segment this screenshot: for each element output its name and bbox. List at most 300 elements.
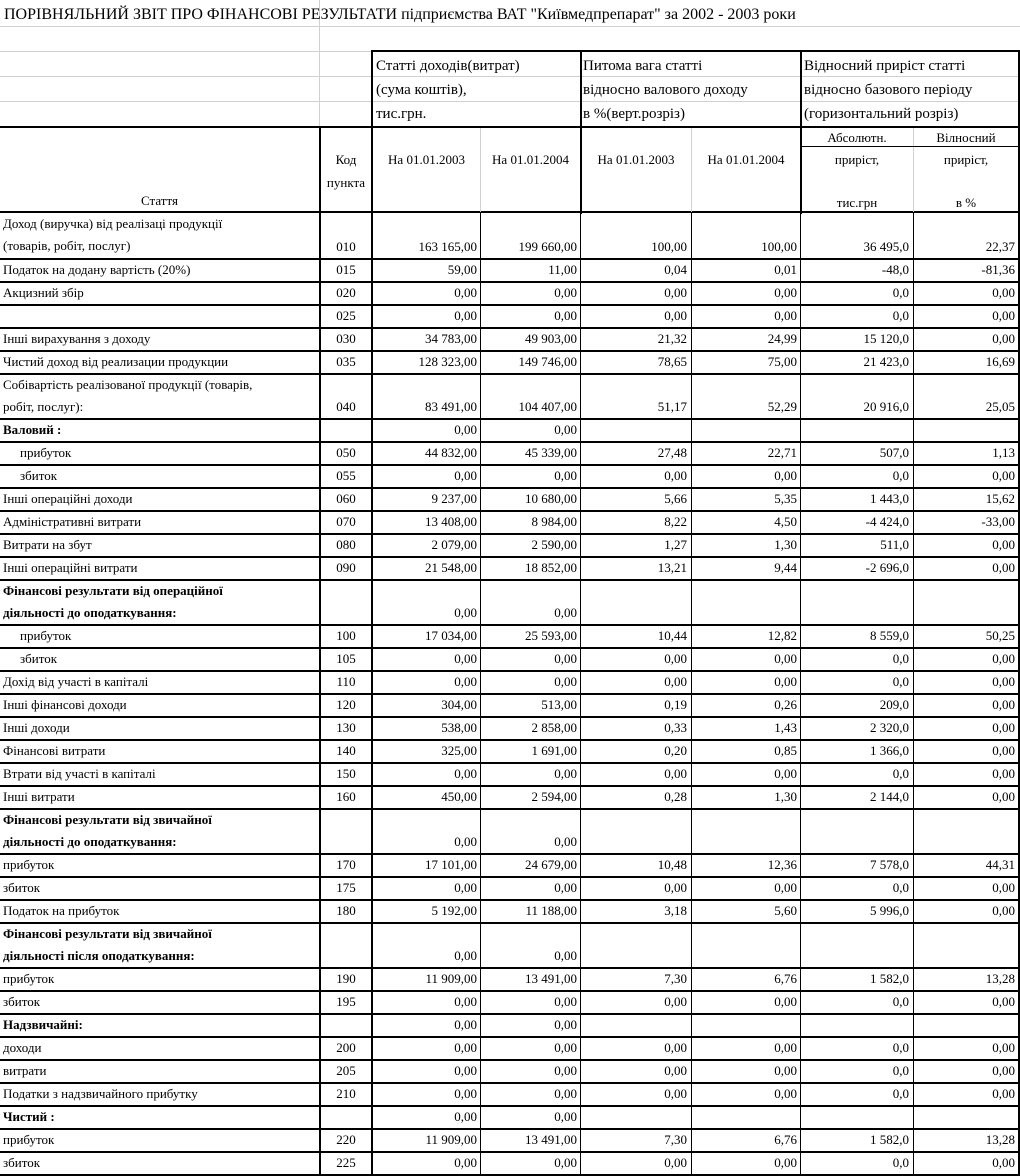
group-header-line: відносно базового періоду (804, 82, 973, 98)
column-header-growth: Вілносний (936, 130, 996, 145)
gridline (0, 26, 1020, 27)
row-code: 035 (336, 354, 356, 369)
cell-abs-growth: 0,0 (892, 1086, 909, 1101)
cell-sum-2003: 0,00 (454, 651, 477, 666)
cell-abs-growth: -48,0 (881, 262, 909, 277)
cell-abs-growth: 0,0 (892, 1040, 909, 1055)
cell-sum-2004: 0,00 (554, 285, 577, 300)
cell-abs-growth: 507,0 (879, 445, 909, 460)
column-border (319, 213, 321, 1175)
cell-sum-2003: 0,00 (454, 1063, 477, 1078)
cell-abs-growth: 0,0 (892, 674, 909, 689)
column-border (480, 213, 481, 1175)
column-header-code: пункта (326, 175, 366, 190)
group-header-line: (горизонтальний розріз) (804, 106, 959, 122)
cell-share-2004: 52,29 (767, 399, 797, 414)
group-header-line: Відносний приріст статті (804, 58, 966, 74)
cell-sum-2003: 450,00 (441, 789, 477, 804)
cell-share-2004: 0,85 (774, 743, 797, 758)
cell-share-2003: 10,48 (657, 857, 687, 872)
cell-abs-growth: 36 495,0 (863, 239, 909, 254)
cell-rel-growth: 0,00 (992, 651, 1015, 666)
cell-abs-growth: 0,0 (892, 1063, 909, 1078)
cell-rel-growth: 0,00 (992, 308, 1015, 323)
row-label: Витрати на збут (3, 537, 92, 552)
cell-share-2003: 7,30 (664, 1132, 687, 1147)
row-code (321, 419, 371, 441)
row-code (321, 602, 371, 624)
cell-share-2004: 0,00 (774, 468, 797, 483)
cell-sum-2003: 21 548,00 (425, 560, 477, 575)
cell-share-2004: 0,26 (774, 697, 797, 712)
cell-share-2003: 0,00 (664, 1086, 687, 1101)
cell-sum-2004: 18 852,00 (525, 560, 577, 575)
cell-share-2003: 0,00 (664, 1063, 687, 1078)
group-header-line: Статті доходів(витрат) (376, 58, 520, 74)
column-header-growth: приріст, (943, 152, 989, 167)
cell-rel-growth: -33,00 (981, 514, 1015, 529)
cell-sum-2004: 24 679,00 (525, 857, 577, 872)
cell-abs-growth: 2 320,0 (870, 720, 909, 735)
row-code: 205 (336, 1063, 356, 1078)
row-code: 010 (336, 239, 356, 254)
cell-share-2004: 0,00 (774, 766, 797, 781)
cell-sum-2003: 11 909,00 (425, 971, 477, 986)
cell-share-2003 (582, 945, 690, 967)
row-label: збиток (3, 880, 41, 895)
row-label: (товарів, робіт, послуг) (3, 238, 131, 253)
cell-sum-2004: 0,00 (554, 1155, 577, 1170)
cell-sum-2004: 2 858,00 (531, 720, 577, 735)
cell-share-2004 (692, 1014, 800, 1036)
row-code: 195 (336, 994, 356, 1009)
cell-sum-2003: 0,00 (454, 1040, 477, 1055)
cell-sum-2004: 0,00 (554, 1109, 577, 1124)
gridline (913, 128, 914, 212)
row-label (0, 305, 318, 327)
column-header-date: На 01.01.2004 (707, 152, 785, 167)
cell-share-2003: 51,17 (657, 399, 687, 414)
cell-sum-2004: 149 746,00 (518, 354, 577, 369)
cell-abs-growth: 1 443,0 (870, 491, 909, 506)
cell-rel-growth: 13,28 (985, 971, 1015, 986)
cell-share-2003: 8,22 (664, 514, 687, 529)
cell-rel-growth: 0,00 (992, 1063, 1015, 1078)
cell-rel-growth (914, 945, 1018, 967)
row-label: діяльності до оподаткування: (3, 834, 177, 849)
cell-sum-2003: 9 237,00 (431, 491, 477, 506)
cell-sum-2004: 2 594,00 (531, 789, 577, 804)
cell-rel-growth: 50,25 (985, 628, 1015, 643)
cell-rel-growth (914, 1014, 1018, 1036)
cell-sum-2003: 0,00 (454, 834, 477, 849)
row-label: Інші фінансові доходи (3, 697, 127, 712)
cell-sum-2004: 513,00 (541, 697, 577, 712)
row-label: Втрати від участі в капіталі (3, 766, 156, 781)
cell-abs-growth: 20 916,0 (863, 399, 909, 414)
cell-rel-growth (914, 602, 1018, 624)
cell-rel-growth: 44,31 (985, 857, 1015, 872)
row-code: 040 (336, 399, 356, 414)
cell-share-2004: 1,43 (774, 720, 797, 735)
row-label: Фінансові результати від звичайної (3, 926, 212, 941)
row-label: діяльності після оподаткування: (3, 948, 195, 963)
row-label: Дохід від участі в капіталі (3, 674, 149, 689)
row-label: Інші вирахування з доходу (3, 331, 151, 346)
cell-rel-growth: 0,00 (992, 880, 1015, 895)
cell-share-2004: 75,00 (767, 354, 797, 369)
cell-share-2003: 5,66 (664, 491, 687, 506)
row-code: 070 (336, 514, 356, 529)
cell-share-2003: 21,32 (657, 331, 687, 346)
cell-rel-growth: 0,00 (992, 1155, 1015, 1170)
cell-sum-2004: 0,00 (554, 1017, 577, 1032)
cell-share-2004: 0,01 (774, 262, 797, 277)
page-title: ПОРІВНЯЛЬНИЙ ЗВІТ ПРО ФІНАНСОВІ РЕЗУЛЬТАТИ підприємства ВАТ "Київмедпрепарат" за 2002 - 2003 роки (4, 6, 796, 23)
cell-rel-growth: 0,00 (992, 994, 1015, 1009)
cell-sum-2003: 2 079,00 (431, 537, 477, 552)
group-header-line: (сума коштів), (376, 82, 467, 98)
cell-rel-growth: 0,00 (992, 1040, 1015, 1055)
cell-rel-growth: 0,00 (992, 537, 1015, 552)
cell-abs-growth: 21 423,0 (863, 354, 909, 369)
row-label: Адміністративні витрати (3, 514, 142, 529)
cell-share-2003: 0,19 (664, 697, 687, 712)
column-header-date: На 01.01.2004 (492, 152, 569, 167)
column-border (913, 213, 914, 1175)
cell-share-2004 (692, 945, 800, 967)
cell-share-2003: 0,28 (664, 789, 687, 804)
row-code: 055 (336, 468, 356, 483)
cell-rel-growth: 0,00 (992, 697, 1015, 712)
row-label: прибуток (3, 1132, 55, 1147)
cell-sum-2003: 0,00 (454, 994, 477, 1009)
row-code: 090 (336, 560, 356, 575)
cell-sum-2004: 0,00 (554, 468, 577, 483)
cell-share-2003: 78,65 (657, 354, 687, 369)
header-border (371, 50, 1020, 52)
cell-sum-2003: 13 408,00 (425, 514, 477, 529)
column-header-date: На 01.01.2003 (597, 152, 675, 167)
cell-sum-2004: 49 903,00 (525, 331, 577, 346)
row-code (321, 831, 371, 853)
cell-rel-growth: 16,69 (985, 354, 1015, 369)
cell-sum-2004: 0,00 (554, 308, 577, 323)
cell-sum-2004: 0,00 (554, 994, 577, 1009)
cell-abs-growth (802, 1014, 912, 1036)
row-code: 175 (336, 880, 356, 895)
column-header-growth: Абсолютн. (827, 130, 887, 145)
cell-abs-growth (802, 419, 912, 441)
cell-share-2003 (582, 602, 690, 624)
cell-share-2003 (582, 419, 690, 441)
cell-rel-growth: 15,62 (985, 491, 1015, 506)
cell-sum-2003: 0,00 (454, 468, 477, 483)
cell-share-2003: 0,00 (664, 766, 687, 781)
cell-rel-growth (914, 1106, 1018, 1128)
row-code: 130 (336, 720, 356, 735)
cell-share-2004: 0,00 (774, 308, 797, 323)
cell-share-2004 (692, 1106, 800, 1128)
cell-abs-growth: 0,0 (892, 994, 909, 1009)
cell-sum-2004: 0,00 (554, 1086, 577, 1101)
group-header-line: в %(верт.розріз) (583, 106, 685, 122)
cell-share-2003: 13,21 (657, 560, 687, 575)
cell-share-2003: 0,00 (664, 285, 687, 300)
cell-abs-growth: 0,0 (892, 1155, 909, 1170)
cell-sum-2003: 128 323,00 (418, 354, 477, 369)
cell-share-2003: 0,00 (664, 674, 687, 689)
cell-share-2004: 1,30 (774, 537, 797, 552)
cell-abs-growth: 0,0 (892, 285, 909, 300)
cell-share-2004: 22,71 (767, 445, 797, 460)
cell-sum-2003: 17 101,00 (425, 857, 477, 872)
row-label: діяльності до оподаткування: (3, 605, 177, 620)
cell-rel-growth: 0,00 (992, 1086, 1015, 1101)
cell-share-2004: 0,00 (774, 651, 797, 666)
cell-share-2003: 0,20 (664, 743, 687, 758)
row-label: прибуток (20, 445, 72, 460)
cell-share-2004: 9,44 (774, 560, 797, 575)
row-code: 030 (336, 331, 356, 346)
row-label: Чистий : (3, 1109, 55, 1124)
cell-sum-2003: 83 491,00 (425, 399, 477, 414)
row-code: 170 (336, 857, 356, 872)
cell-share-2003 (582, 831, 690, 853)
row-label: Акцизний збір (3, 285, 84, 300)
cell-share-2004: 0,00 (774, 674, 797, 689)
cell-share-2003: 0,00 (664, 1040, 687, 1055)
row-code: 150 (336, 766, 356, 781)
group-header-line: тис.грн. (376, 106, 427, 122)
row-label: Податки з надзвичайного прибутку (3, 1086, 198, 1101)
row-label: збиток (20, 651, 58, 666)
cell-abs-growth: 0,0 (892, 766, 909, 781)
cell-sum-2004: 10 680,00 (525, 491, 577, 506)
row-label: Надзвичайні: (3, 1017, 83, 1032)
cell-sum-2003: 34 783,00 (425, 331, 477, 346)
cell-rel-growth: 0,00 (992, 674, 1015, 689)
cell-sum-2004: 2 590,00 (531, 537, 577, 552)
cell-sum-2003: 0,00 (454, 674, 477, 689)
cell-sum-2003: 304,00 (441, 697, 477, 712)
cell-share-2003 (582, 1106, 690, 1128)
cell-share-2003: 1,27 (664, 537, 687, 552)
row-code: 110 (336, 674, 356, 689)
cell-rel-growth: 0,00 (992, 560, 1015, 575)
cell-abs-growth: 2 144,0 (870, 789, 909, 804)
cell-rel-growth: 0,00 (992, 720, 1015, 735)
row-label: Фінансові результати від операційної (3, 583, 223, 598)
cell-abs-growth: 209,0 (879, 697, 909, 712)
cell-abs-growth (802, 1106, 912, 1128)
column-header-growth: приріст, (834, 152, 880, 167)
row-code: 225 (336, 1155, 356, 1170)
cell-sum-2004: 1 691,00 (531, 743, 577, 758)
cell-sum-2003: 0,00 (454, 1109, 477, 1124)
cell-share-2004: 12,82 (767, 628, 797, 643)
row-code: 200 (336, 1040, 356, 1055)
cell-share-2004 (692, 602, 800, 624)
cell-abs-growth: 8 559,0 (870, 628, 909, 643)
header-border (371, 50, 373, 214)
cell-sum-2003: 0,00 (454, 1155, 477, 1170)
cell-abs-growth: 5 996,0 (870, 903, 909, 918)
row-code: 060 (336, 491, 356, 506)
gridline (691, 128, 692, 212)
cell-share-2004: 0,00 (774, 880, 797, 895)
row-label: збиток (20, 468, 58, 483)
cell-sum-2004: 0,00 (554, 1063, 577, 1078)
row-label: Інші операційні доходи (3, 491, 133, 506)
cell-share-2003: 0,00 (664, 880, 687, 895)
cell-share-2003 (582, 1014, 690, 1036)
cell-share-2004: 0,00 (774, 1063, 797, 1078)
cell-sum-2004: 0,00 (554, 766, 577, 781)
row-code: 140 (336, 743, 356, 758)
row-code: 025 (336, 308, 356, 323)
row-label: Фінансові результати від звичайної (3, 812, 212, 827)
column-border (800, 213, 801, 1175)
cell-abs-growth: 15 120,0 (863, 331, 909, 346)
column-header-growth: в % (955, 195, 977, 210)
row-label: Фінансові витрати (3, 743, 106, 758)
cell-abs-growth: 1 582,0 (870, 1132, 909, 1147)
cell-share-2003: 27,48 (657, 445, 687, 460)
cell-share-2004: 6,76 (774, 971, 797, 986)
group-header-line: відносно валового доходу (583, 82, 748, 98)
cell-sum-2003: 11 909,00 (425, 1132, 477, 1147)
cell-rel-growth (914, 831, 1018, 853)
cell-rel-growth: 0,00 (992, 331, 1015, 346)
cell-share-2004: 6,76 (774, 1132, 797, 1147)
cell-sum-2004: 0,00 (554, 880, 577, 895)
cell-sum-2004: 199 660,00 (518, 239, 577, 254)
cell-share-2004: 0,00 (774, 994, 797, 1009)
cell-abs-growth: 1 582,0 (870, 971, 909, 986)
cell-sum-2003: 59,00 (447, 262, 477, 277)
cell-sum-2003: 0,00 (454, 948, 477, 963)
cell-sum-2004: 0,00 (554, 422, 577, 437)
cell-share-2003: 0,00 (664, 468, 687, 483)
row-code: 120 (336, 697, 356, 712)
row-code (321, 1014, 371, 1036)
cell-sum-2004: 13 491,00 (525, 1132, 577, 1147)
header-border (801, 146, 1019, 147)
cell-share-2003: 3,18 (664, 903, 687, 918)
cell-share-2003: 10,44 (657, 628, 687, 643)
cell-share-2003: 0,00 (664, 308, 687, 323)
row-code: 180 (336, 903, 356, 918)
cell-sum-2003: 0,00 (454, 1086, 477, 1101)
cell-share-2003: 0,00 (664, 651, 687, 666)
row-label: витрати (3, 1063, 47, 1078)
row-label: Інші витрати (3, 789, 75, 804)
row-code: 190 (336, 971, 356, 986)
cell-sum-2003: 538,00 (441, 720, 477, 735)
cell-sum-2003: 0,00 (454, 1017, 477, 1032)
cell-sum-2004: 11 188,00 (525, 903, 577, 918)
cell-abs-growth: 0,0 (892, 880, 909, 895)
cell-sum-2003: 17 034,00 (425, 628, 477, 643)
row-label: Податок на додану вартість (20%) (3, 262, 191, 277)
cell-rel-growth: 0,00 (992, 789, 1015, 804)
cell-share-2004 (692, 831, 800, 853)
cell-abs-growth (802, 945, 912, 967)
cell-sum-2004: 0,00 (554, 834, 577, 849)
cell-rel-growth: 0,00 (992, 743, 1015, 758)
gridline (480, 128, 481, 212)
cell-sum-2004: 0,00 (554, 651, 577, 666)
row-code: 210 (336, 1086, 356, 1101)
cell-share-2004: 100,00 (761, 239, 797, 254)
cell-abs-growth: -2 696,0 (865, 560, 909, 575)
row-label: прибуток (3, 971, 55, 986)
cell-share-2004: 0,00 (774, 1040, 797, 1055)
cell-abs-growth (802, 831, 912, 853)
row-label: збиток (3, 1155, 41, 1170)
cell-share-2004: 5,35 (774, 491, 797, 506)
cell-abs-growth: -4 424,0 (865, 514, 909, 529)
cell-rel-growth: 0,00 (992, 903, 1015, 918)
cell-abs-growth: 1 366,0 (870, 743, 909, 758)
cell-sum-2003: 325,00 (441, 743, 477, 758)
cell-rel-growth: 13,28 (985, 1132, 1015, 1147)
cell-sum-2004: 0,00 (554, 674, 577, 689)
cell-rel-growth: 25,05 (985, 399, 1015, 414)
cell-sum-2004: 104 407,00 (518, 399, 577, 414)
row-code: 105 (336, 651, 356, 666)
cell-sum-2003: 0,00 (454, 605, 477, 620)
cell-sum-2003: 0,00 (454, 285, 477, 300)
cell-sum-2003: 0,00 (454, 422, 477, 437)
cell-rel-growth (914, 419, 1018, 441)
cell-share-2003: 0,00 (664, 1155, 687, 1170)
column-border (580, 213, 581, 1175)
cell-rel-growth: -81,36 (981, 262, 1015, 277)
cell-sum-2003: 0,00 (454, 308, 477, 323)
cell-abs-growth: 0,0 (892, 468, 909, 483)
cell-abs-growth: 7 578,0 (870, 857, 909, 872)
cell-sum-2003: 5 192,00 (431, 903, 477, 918)
column-header-growth: тис.грн (836, 195, 878, 210)
row-label: Податок на прибуток (3, 903, 120, 918)
row-label: Інші доходи (3, 720, 70, 735)
cell-sum-2003: 0,00 (454, 880, 477, 895)
cell-share-2004: 12,36 (767, 857, 797, 872)
cell-abs-growth: 511,0 (880, 537, 909, 552)
row-label: збиток (3, 994, 41, 1009)
row-label: робіт, послуг): (3, 399, 84, 414)
cell-share-2004: 0,00 (774, 285, 797, 300)
cell-share-2003: 0,33 (664, 720, 687, 735)
cell-sum-2004: 13 491,00 (525, 971, 577, 986)
cell-sum-2004: 25 593,00 (525, 628, 577, 643)
cell-rel-growth: 0,00 (992, 468, 1015, 483)
cell-sum-2004: 45 339,00 (525, 445, 577, 460)
cell-share-2004 (692, 419, 800, 441)
cell-abs-growth: 0,0 (892, 308, 909, 323)
cell-sum-2004: 0,00 (554, 605, 577, 620)
row-label: прибуток (3, 857, 55, 872)
row-label: прибуток (20, 628, 72, 643)
row-label: Чистий доход від реализации продукции (3, 354, 229, 369)
group-header-line: Питома вага статті (583, 58, 703, 74)
column-header-code: Код (335, 152, 357, 167)
row-code: 020 (336, 285, 356, 300)
row-code (321, 1106, 371, 1128)
cell-sum-2004: 0,00 (554, 1040, 577, 1055)
